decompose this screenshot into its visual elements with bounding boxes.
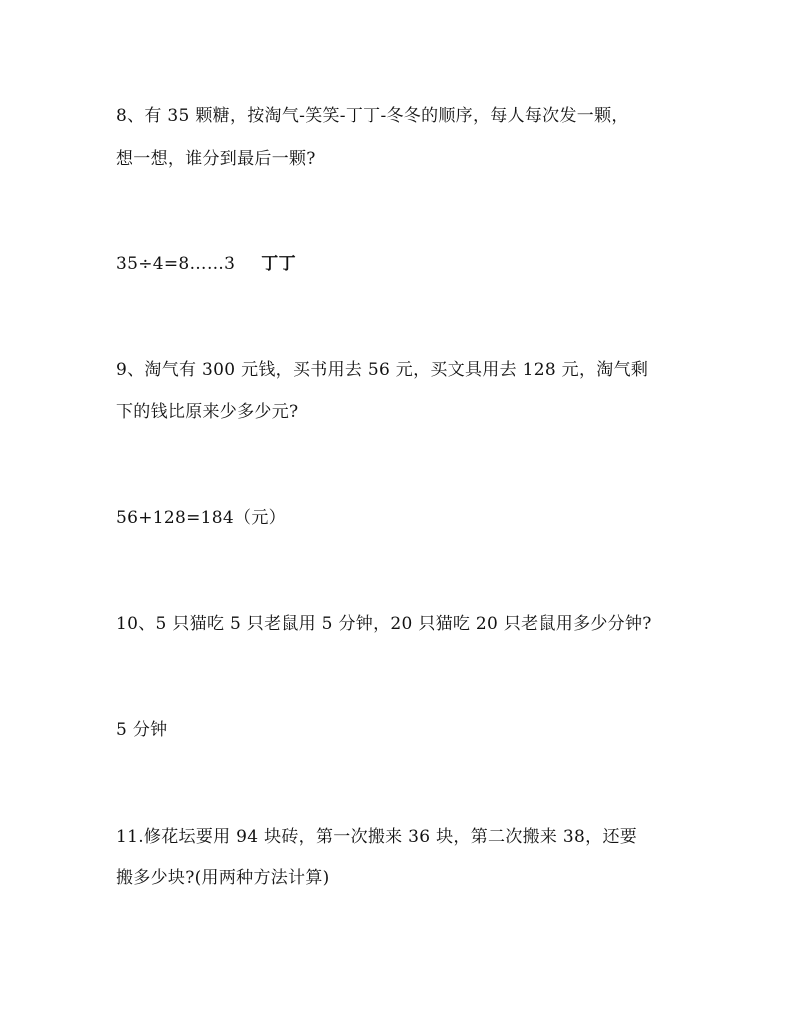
- q8-answer-name: 丁丁: [261, 254, 296, 274]
- q10-text-line1: 10、5 只猫吃 5 只老鼠用 5 分钟，20 只猫吃 20 只老鼠用多少分钟?: [116, 614, 652, 634]
- q8-answer: [116, 253, 296, 275]
- q9-text-line1: 9、淘气有 300 元钱，买书用去 56 元，买文具用去 128 元，淘气剩: [116, 360, 649, 380]
- q9-text-line2: 下的钱比原来少多少元?: [116, 402, 299, 422]
- q10-answer: 5 分钟: [116, 720, 168, 740]
- q8-text-line1: 8、有 35 颗糖，按淘气-笑笑-丁丁-冬冬的顺序，每人每次发一颗，: [116, 106, 629, 126]
- q8-answer-equation: 35÷4=8……3: [116, 254, 236, 274]
- q11-text-line1: 11.修花坛要用 94 块砖，第一次搬来 36 块，第二次搬来 38，还要: [116, 827, 638, 847]
- q11-text-line2: 搬多少块?(用两种方法计算): [116, 868, 330, 888]
- q9-answer: 56+128=184（元）: [116, 508, 286, 528]
- q8-text-line2: 想一想，谁分到最后一颗?: [116, 149, 316, 169]
